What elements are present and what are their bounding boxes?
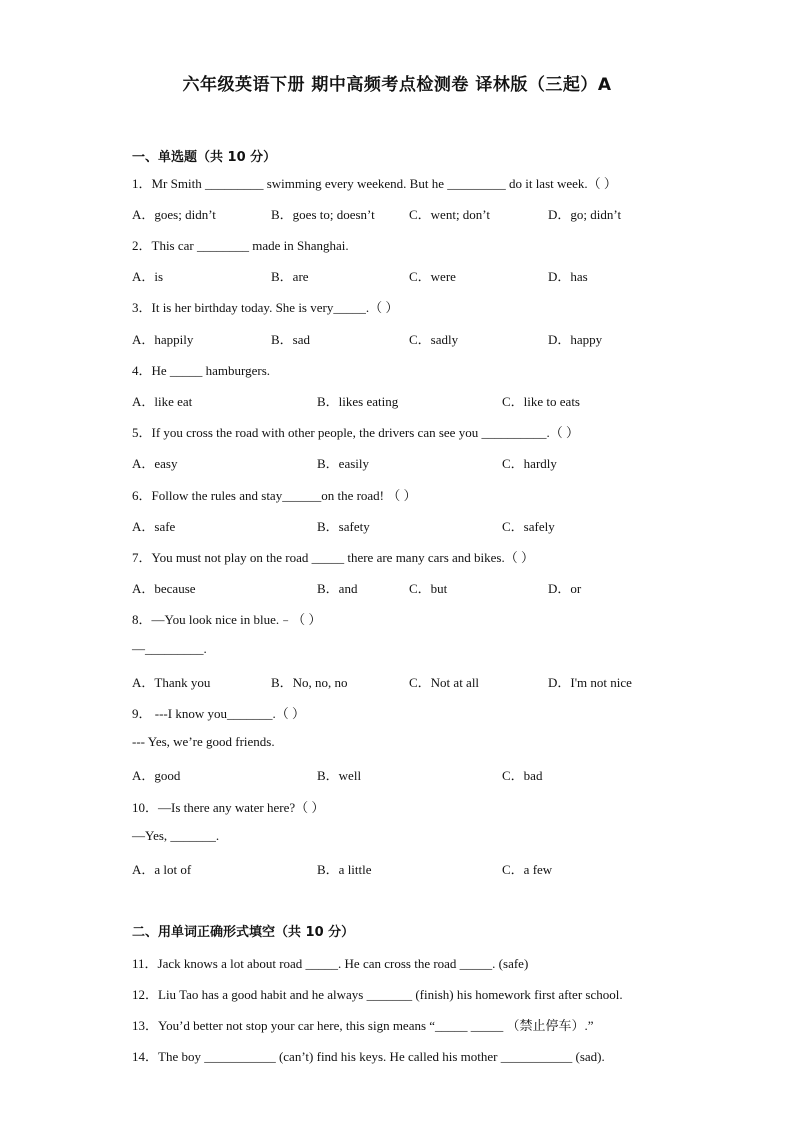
question-stem: 9． ---I know you_______.（ ） (132, 706, 305, 721)
question-stem: 2．This car ________ made in Shanghai. (132, 238, 349, 253)
option-c: C．safely (502, 519, 555, 534)
option-a: A．Thank you (132, 675, 211, 690)
question-stem: 3．It is her birthday today. She is very_____.（ ） (132, 300, 399, 315)
question-stem: 4．He _____ hamburgers. (132, 363, 271, 378)
answer-line: —_________. (132, 641, 207, 656)
option-b: B．No, no, no (271, 675, 348, 690)
option-c: C．sadly (409, 332, 459, 347)
page-title: 六年级英语下册 期中高频考点检测卷 译林版（三起）A (182, 75, 612, 95)
answer-line: —Yes, _______. (132, 828, 220, 843)
option-a: A．because (132, 581, 196, 596)
option-c: C．hardly (502, 456, 557, 471)
option-a: A．easy (132, 456, 178, 471)
option-c: C．were (409, 269, 456, 284)
option-b: B．sad (271, 332, 311, 347)
question-stem: 7．You must not play on the road _____ there are many cars and bikes.（ ） (132, 550, 534, 565)
option-c: C．but (409, 581, 448, 596)
option-d: D．or (548, 581, 582, 596)
answer-line: --- Yes, we’re good friends. (132, 734, 275, 749)
option-b: B．a little (317, 862, 372, 877)
option-d: D．has (548, 269, 588, 284)
question-stem: 10．—Is there any water here?（ ） (132, 800, 325, 815)
fill-question: 13．You’d better not stop your car here, this sign means “_____ _____ （禁止停车）.” (132, 1018, 594, 1033)
option-c: C．a few (502, 862, 553, 877)
option-d: D．go; didn’t (548, 207, 622, 222)
question-stem: 5．If you cross the road with other people, the drivers can see you __________.（ ） (132, 425, 579, 440)
section-heading: 二、用单词正确形式填空（共 10 分） (132, 925, 355, 940)
option-c: C．Not at all (409, 675, 480, 690)
fill-question: 14．The boy ___________ (can’t) find his keys. He called his mother ___________ (sad). (132, 1049, 605, 1064)
option-b: B．goes to; doesn’t (271, 207, 375, 222)
question-stem: 6．Follow the rules and stay______on the road! （ ） (132, 488, 417, 503)
option-b: B．easily (317, 456, 369, 471)
section-heading: 一、单选题（共 10 分） (132, 150, 277, 165)
option-c: C．bad (502, 768, 543, 783)
option-a: A．goes; didn’t (132, 207, 216, 222)
option-a: A．happily (132, 332, 194, 347)
option-b: B．likes eating (317, 394, 399, 409)
option-d: D．I'm not nice (548, 675, 632, 690)
option-a: A．safe (132, 519, 176, 534)
option-b: B．well (317, 768, 362, 783)
option-c: C．like to eats (502, 394, 580, 409)
fill-question: 11．Jack knows a lot about road _____. He can cross the road _____. (safe) (132, 956, 529, 971)
option-b: B．are (271, 269, 309, 284)
option-a: A．is (132, 269, 164, 284)
option-b: B．and (317, 581, 358, 596)
question-stem: 1．Mr Smith _________ swimming every weekend. But he _________ do it last week.（ ） (132, 176, 617, 191)
option-b: B．safety (317, 519, 370, 534)
question-stem: 8．—You look nice in blue.﹣（ ） (132, 612, 322, 627)
fill-question: 12．Liu Tao has a good habit and he always _______ (finish) his homework first after school. (132, 987, 623, 1002)
option-c: C．went; don’t (409, 207, 491, 222)
option-a: A．like eat (132, 394, 193, 409)
option-d: D．happy (548, 332, 603, 347)
option-a: A．good (132, 768, 181, 783)
option-a: A．a lot of (132, 862, 192, 877)
